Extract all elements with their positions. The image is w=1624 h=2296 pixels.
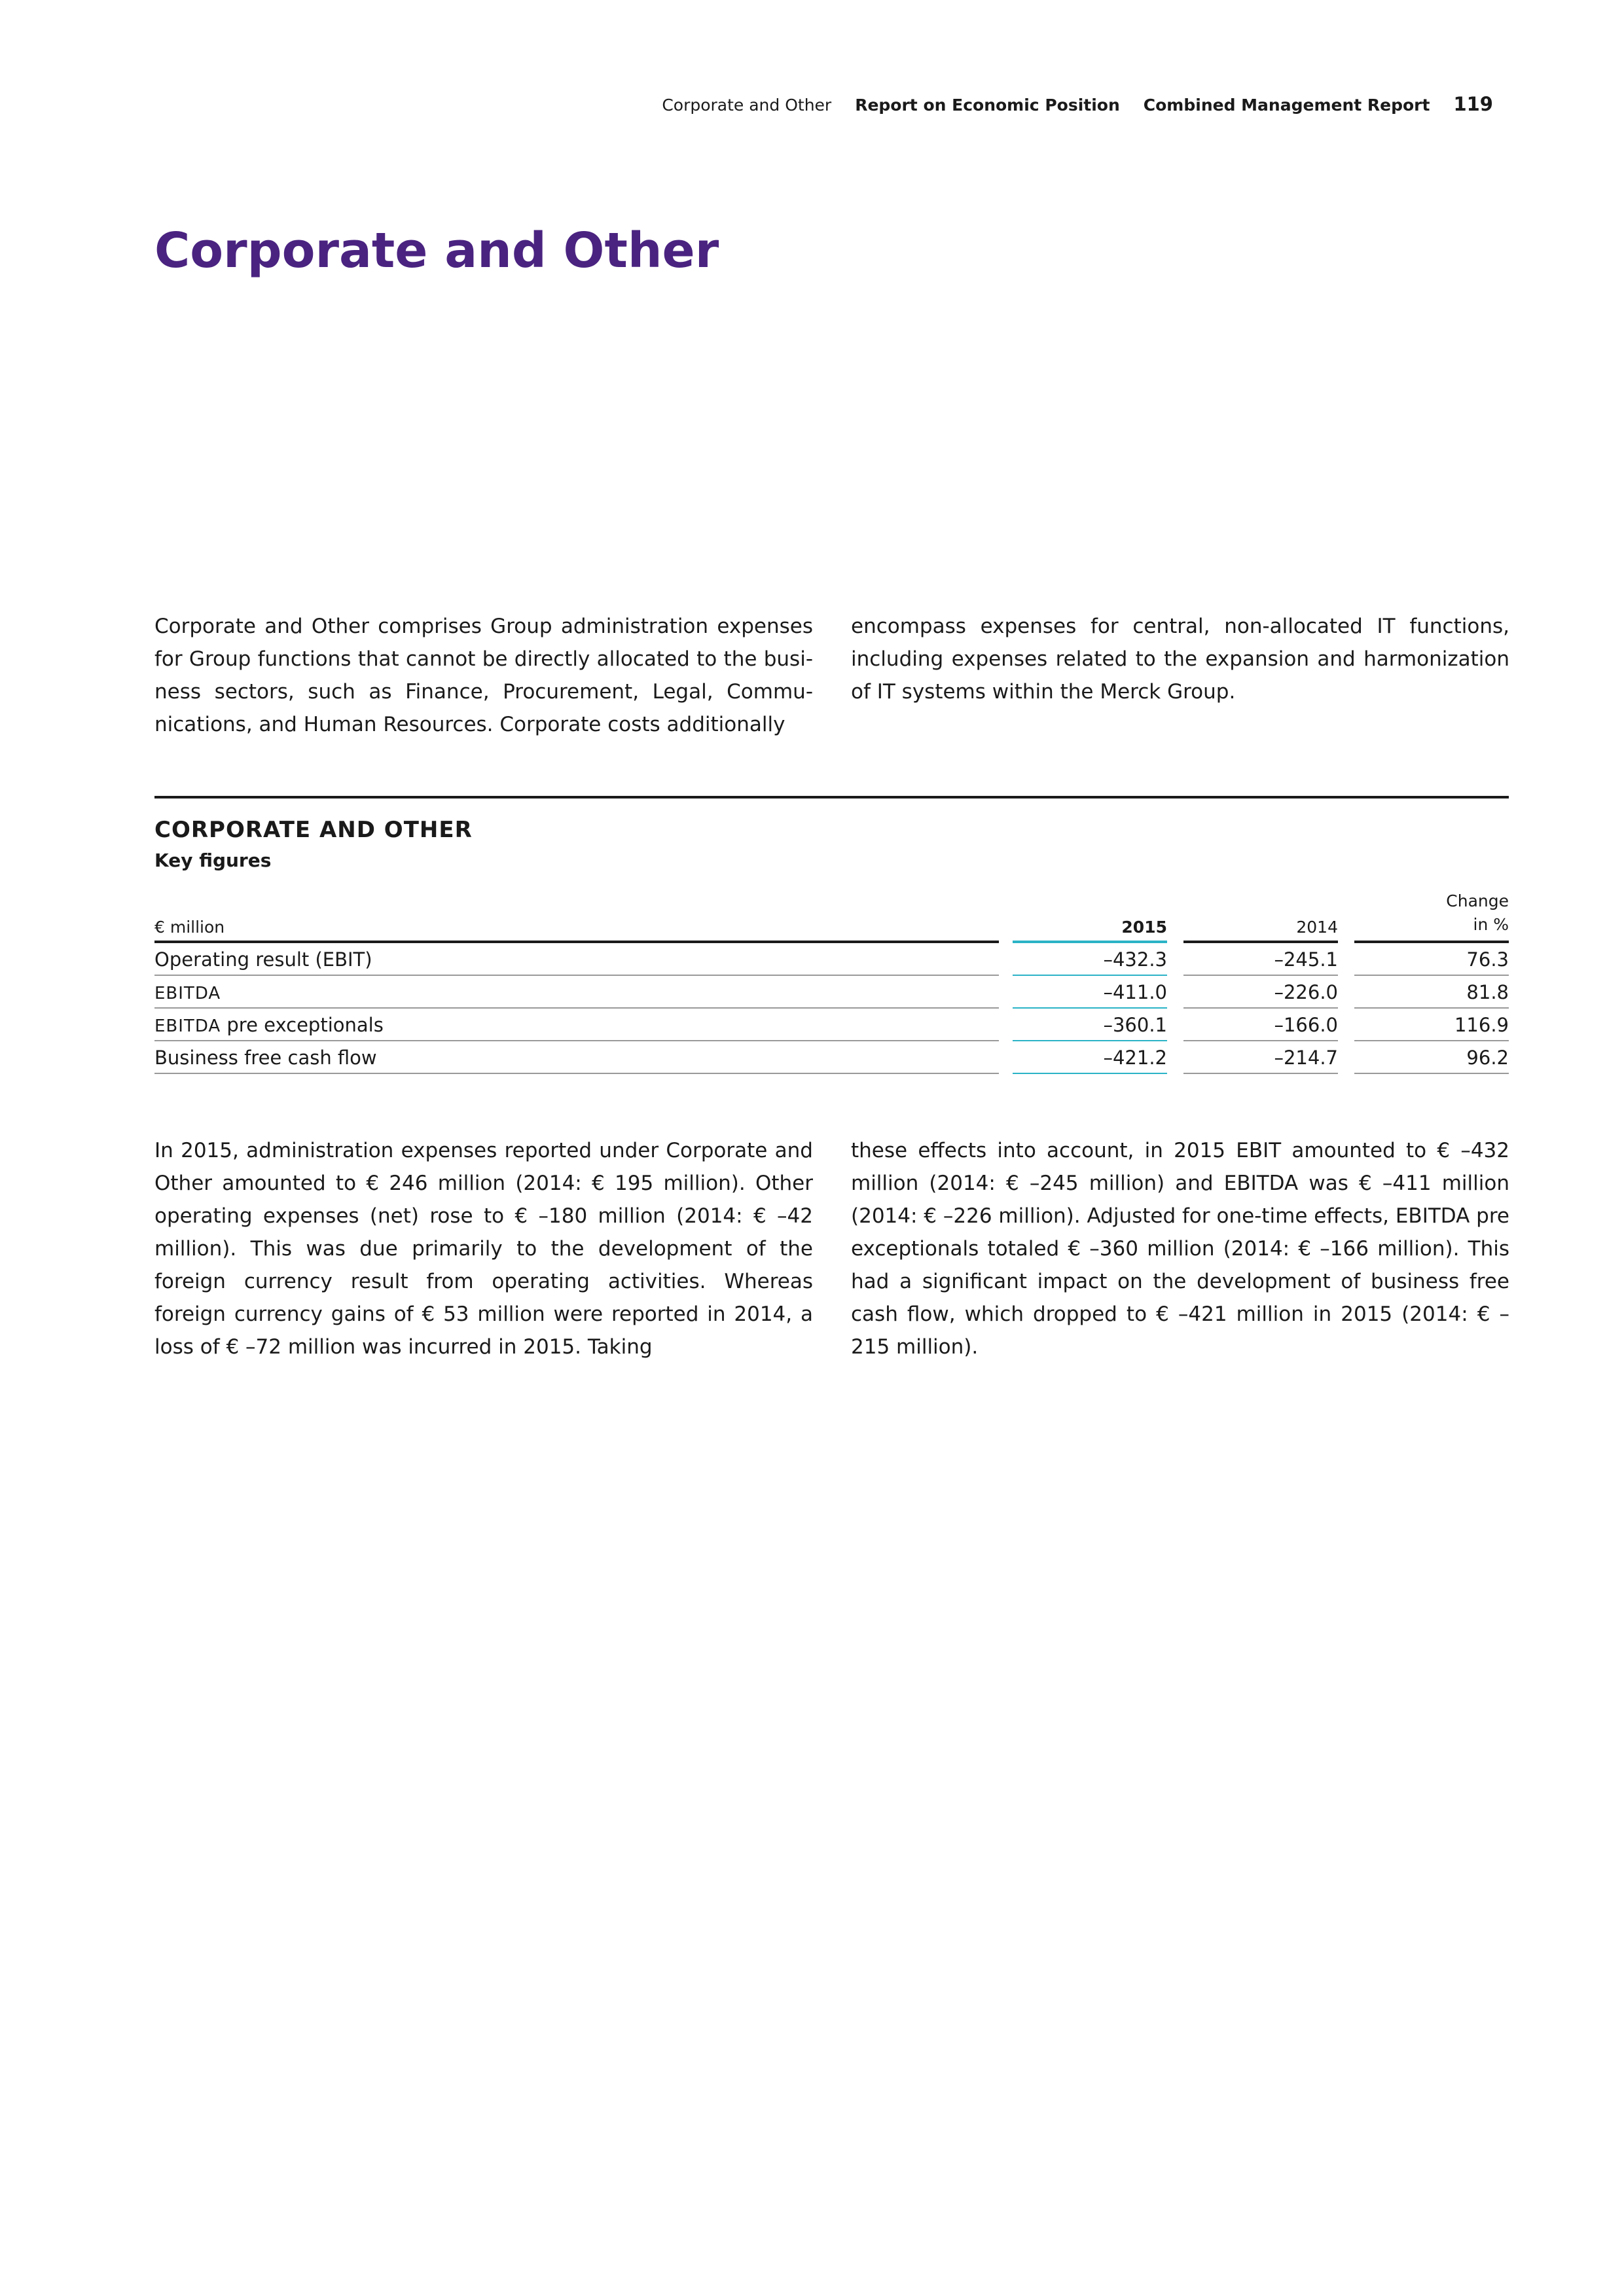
- header-report: Combined Management Report: [1143, 96, 1430, 115]
- table-top-rule: [154, 796, 1509, 798]
- table-subtitle: Key figures: [154, 850, 272, 871]
- column-header-2015: 2015: [1013, 893, 1167, 943]
- table-header-row: [154, 893, 1509, 943]
- table-row: [154, 1009, 1509, 1041]
- running-header: [662, 93, 1493, 117]
- value-change: 81.8: [1354, 976, 1509, 1009]
- column-header-2014: 2014: [1183, 893, 1338, 943]
- body-paragraph-right: these effects into account, in 2015 EBIT amounted to € –432 million (2014: € –245 million) and EBITDA was € –411 million (2014: € –226 million). Adjusted for one-time effects, EBITDA pre exceptionals totaled € –360 million (2014: € –166 million). This had a significant impact on the development of business free cash flow, which dropped to € –421 million in 2015 (2014: € –215 million).: [851, 1139, 1509, 1359]
- table-title: CORPORATE AND OTHER: [154, 817, 473, 843]
- body-paragraph-left: In 2015, administration expenses reported under Corporate and Other amounted to € 246 million (2014: € 195 million). Other operating expenses (net) rose to € –180 million (2014: € –42 million). This was due primarily to the development of the foreign currency result from operating activities. Whereas foreign currency gains of € 53 million were reported in 2014, a loss of € –72 million was incurred in 2015. Taking: [154, 1139, 813, 1359]
- page-title: Corporate and Other: [154, 223, 719, 279]
- value-2014: –226.0: [1183, 976, 1338, 1009]
- intro-paragraph-right: encompass expenses for central, non-allocated IT functions, including expenses related to the expansion and harmonization of IT systems within the Merck Group.: [851, 615, 1509, 704]
- row-label: Operating result (EBIT): [154, 943, 999, 976]
- header-section: Corporate and Other: [662, 96, 832, 115]
- row-label: Business free cash flow: [154, 1041, 999, 1074]
- value-change: 116.9: [1354, 1009, 1509, 1041]
- table-grid: [154, 893, 1509, 1074]
- column-header-change-line1: Change: [1446, 891, 1509, 910]
- value-2014: –214.7: [1183, 1041, 1338, 1074]
- value-2015: –411.0: [1013, 976, 1167, 1009]
- row-label: EBITDA: [154, 976, 999, 1009]
- header-chapter: Report on Economic Position: [855, 96, 1120, 115]
- intro-paragraph-left: Corporate and Other comprises Group administration expenses for Group functions that cannot be directly allocated to the business sectors, such as Finance, Procurement, Legal, Communications, and Human Resources. Corporate costs additionally: [154, 615, 813, 736]
- unit-label: € million: [154, 893, 999, 943]
- key-figures-table: [154, 796, 1509, 1074]
- page-number: 119: [1453, 93, 1493, 115]
- value-change: 76.3: [1354, 943, 1509, 976]
- table-row: [154, 943, 1509, 976]
- table-row: [154, 976, 1509, 1009]
- column-header-change: [1354, 893, 1509, 943]
- value-2014: –245.1: [1183, 943, 1338, 976]
- value-2015: –432.3: [1013, 943, 1167, 976]
- value-2014: –166.0: [1183, 1009, 1338, 1041]
- value-2015: –360.1: [1013, 1009, 1167, 1041]
- table-row: [154, 1041, 1509, 1074]
- value-change: 96.2: [1354, 1041, 1509, 1074]
- value-2015: –421.2: [1013, 1041, 1167, 1074]
- row-label: EBITDA pre exceptionals: [154, 1009, 999, 1041]
- column-header-change-line2: in %: [1473, 915, 1509, 934]
